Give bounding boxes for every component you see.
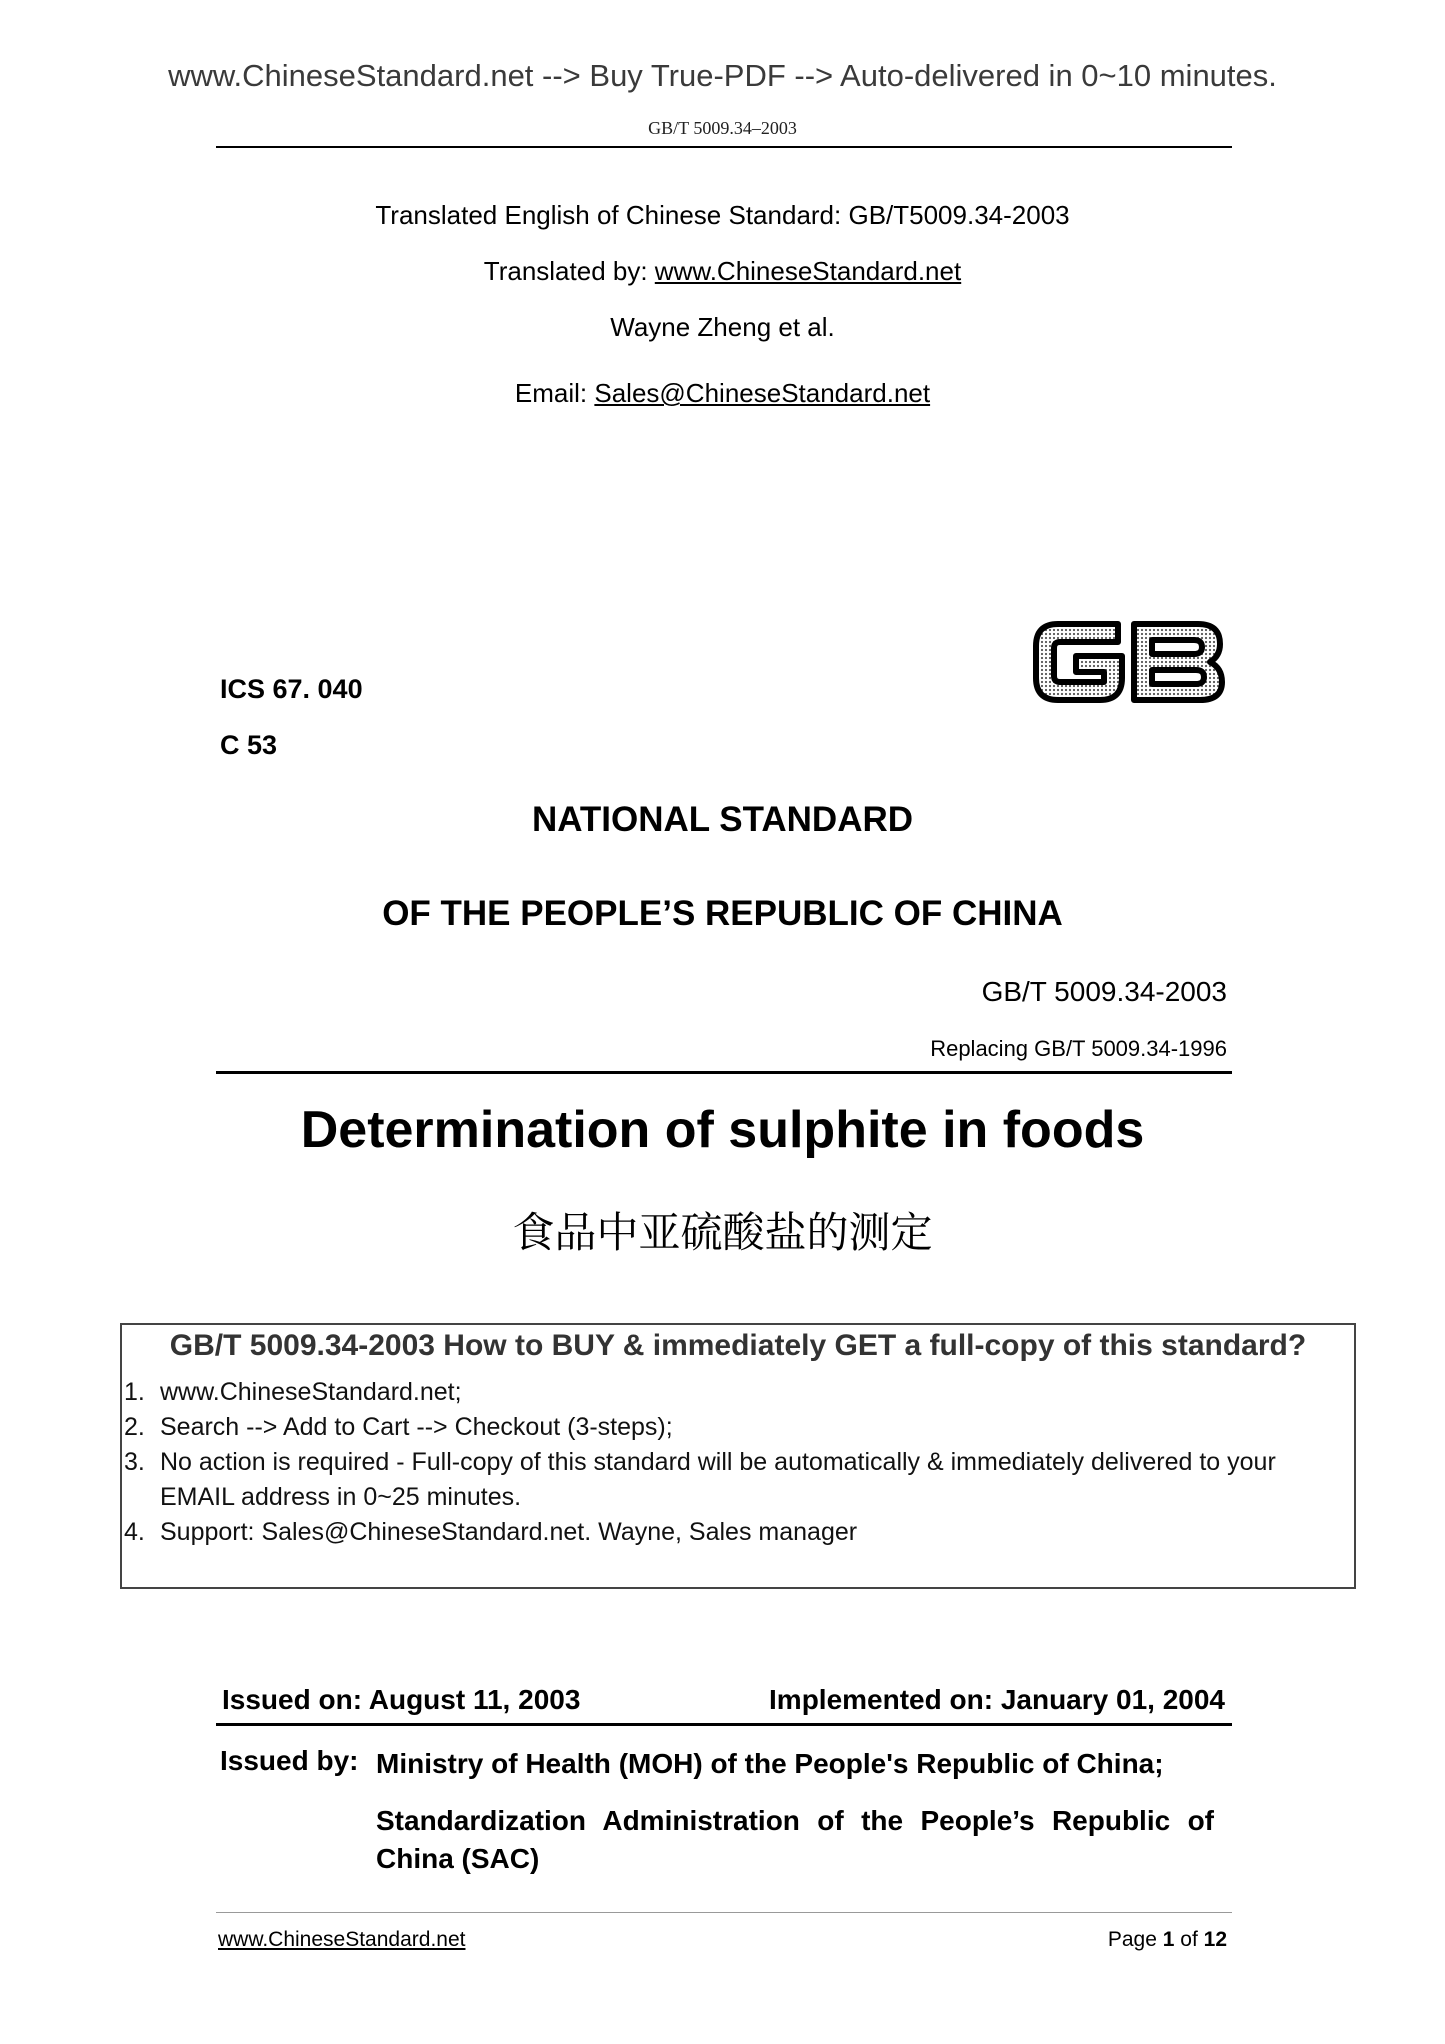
translation-title: Translated English of Chinese Standard: GB/T5009.34-2003	[375, 200, 1070, 230]
step-text: No action is required - Full-copy of this standard will be automatically & immediately delivered to your EMAIL address in 0~25 minutes.	[160, 1448, 1276, 1511]
page-total: 12	[1203, 1928, 1227, 1951]
document-title: Determination of sulphite in foods	[300, 1101, 1145, 1159]
issued-by-label: Issued by:	[220, 1745, 359, 1776]
national-standard-heading: NATIONAL STANDARD	[531, 800, 914, 839]
purchase-step	[122, 1515, 1354, 1550]
national-standard-subheading: OF THE PEOPLE’S REPUBLIC OF CHINA	[382, 894, 1063, 933]
purchase-step	[122, 1410, 1354, 1445]
dates-rule	[216, 1723, 1232, 1726]
purchase-step	[122, 1445, 1354, 1515]
page-number	[1108, 1928, 1227, 1952]
translator-link[interactable]: www.ChineseStandard.net	[654, 256, 962, 286]
top-banner: www.ChineseStandard.net --> Buy True-PDF --> Auto-delivered in 0~10 minutes.	[168, 58, 1277, 93]
purchase-steps-list	[122, 1375, 1354, 1550]
issued-on-date: Issued on: August 11, 2003	[222, 1684, 581, 1715]
page-of: of	[1174, 1928, 1204, 1951]
step-text: www.ChineseStandard.net;	[160, 1378, 462, 1406]
translated-by	[0, 256, 1445, 287]
step-text: Search --> Add to Cart --> Checkout (3-steps);	[160, 1413, 673, 1441]
document-title-chinese: 食品中亚硫酸盐的测定	[512, 1208, 933, 1257]
standard-number: GB/T 5009.34-2003	[981, 976, 1227, 1007]
implemented-on-date: Implemented on: January 01, 2004	[769, 1684, 1225, 1715]
replacing-standard: Replacing GB/T 5009.34-1996	[930, 1036, 1227, 1061]
step-number: 4.	[124, 1518, 145, 1546]
contact-email	[0, 378, 1445, 409]
step-text: Support: Sales@ChineseStandard.net. Wayne, Sales manager	[160, 1518, 858, 1546]
title-rule	[216, 1071, 1232, 1074]
running-header: GB/T 5009.34–2003	[648, 118, 797, 138]
page-prefix: Page	[1107, 1928, 1163, 1951]
email-label: Email:	[514, 378, 595, 408]
step-number: 1.	[124, 1378, 145, 1406]
email-link[interactable]: Sales@ChineseStandard.net	[594, 378, 931, 408]
footer-site-link[interactable]: www.ChineseStandard.net	[218, 1928, 466, 1951]
step-number: 2.	[124, 1413, 145, 1441]
translator-names: Wayne Zheng et al.	[610, 312, 835, 342]
gb-logo-icon	[1028, 612, 1228, 712]
purchase-info-box	[120, 1323, 1356, 1589]
ccs-code: C 53	[220, 730, 278, 760]
purchase-step	[122, 1375, 1354, 1410]
page-current: 1	[1162, 1928, 1175, 1951]
header-rule	[216, 146, 1232, 148]
step-number: 3.	[124, 1448, 145, 1476]
footer-rule	[216, 1912, 1232, 1913]
ics-code: ICS 67. 040	[220, 674, 363, 704]
issuer-moh: Ministry of Health (MOH) of the People's Republic of China;	[376, 1748, 1164, 1779]
translated-by-label: Translated by:	[483, 256, 655, 286]
purchase-heading: GB/T 5009.34-2003 How to BUY & immediately GET a full-copy of this standard?	[169, 1329, 1307, 1362]
issuer-sac: Standardization Administration of the People’s Republic of China (SAC)	[376, 1805, 1214, 1874]
